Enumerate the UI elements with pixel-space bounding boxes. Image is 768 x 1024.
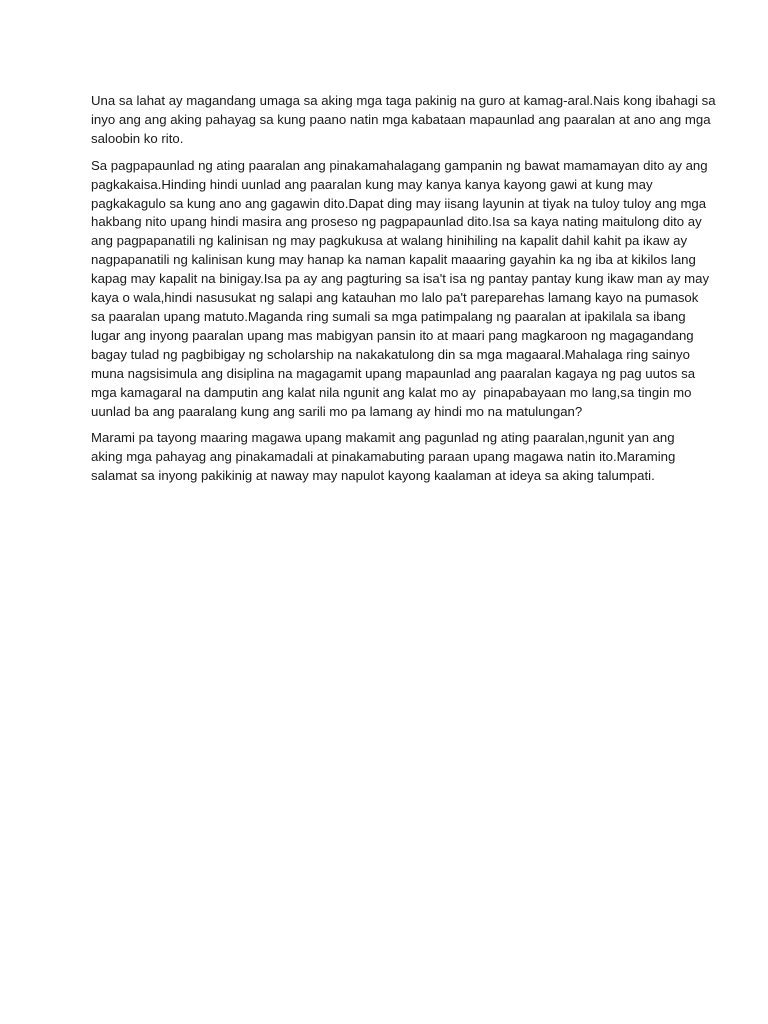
text-line: uunlad ba ang paaralang kung ang sarili mo pa lamang ay hindi mo na matulungan? [91, 403, 583, 419]
text-line: saloobin ko rito. [91, 130, 184, 146]
paragraph-conclusion [91, 429, 687, 486]
text-line: Sa pagpapaunlad ng ating paaralan ang pinakamahalagang gampanin ng bawat mamamayan dito ay ang [91, 157, 708, 173]
text-line: Marami pa tayong maaring magawa upang makamit ang pagunlad ng ating paaralan,ngunit yan ang [91, 430, 675, 446]
text-line: Una sa lahat ay magandang umaga sa aking mga taga pakinig na guro at kamag-aral.Nais kong ibahagi sa [91, 93, 716, 108]
text-line: pagkakagulo sa kung ano ang gagawin dito.Dapat ding may iisang layunin at tiyak na tuloy tuloy ang mga [91, 195, 707, 211]
text-line: bagay tulad ng pagbibigay ng scholarship na nakakatulong din sa mga magaaral.Mahalaga ring sainyo [91, 346, 690, 362]
text-line: hakbang nito upang hindi masira ang proseso ng pagpapaunlad dito.Isa sa kaya nating maitulong dito ay [91, 214, 702, 230]
text-line: sa paaralan upang matuto.Maganda ring sumali sa mga patimpalang ng paaralan at ipakilala sa ibang [91, 308, 686, 324]
text-line: lugar ang inyong paaralan upang mas mabigyan pansin ito at maari pang magkaroon ng magagandang [91, 327, 694, 343]
paragraph-introduction [91, 92, 716, 149]
text-line: nagpapanatili ng kalinisan kung may hanap ka naman kapalit maaaring gayahin ka ng iba at kikilos lang [91, 252, 696, 268]
document-body [91, 92, 716, 494]
text-line: ang pagpapanatili ng kalinisan ng may pagkukusa at walang hinihiling na kapalit dahil kahit pa ikaw ay [91, 233, 688, 249]
text-line: salamat sa inyong pakikinig at naway may napulot kayong kaalaman at ideya sa aking talumpati. [91, 468, 655, 484]
text-line: aking mga pahayag ang pinakamadali at pinakamabuting paraan upang magawa natin ito.Maraming [91, 449, 676, 465]
text-line: muna nagsisimula ang disiplina na magagamit upang mapaunlad ang paaralan kagaya ng pag uutos sa [91, 365, 696, 381]
text-line: kapag may kapalit na binigay.Isa pa ay ang pagturing sa isa't isa ng pantay pantay kung ikaw man ay may [91, 271, 710, 287]
text-line: mga kamagaral na damputin ang kalat nila ngunit ang kalat mo ay pinapabayaan mo lang,sa tingin mo [91, 384, 692, 400]
paragraph-body [91, 157, 710, 422]
text-line: inyo ang ang aking pahayag sa kung paano natin mga kabataan mapaunlad ang paaralan at ano ang mga [91, 111, 711, 127]
text-line: pagkakaisa.Hinding hindi uunlad ang paaralan kung may kanya kanya kayong gawi at kung may [91, 176, 653, 192]
text-line: kaya o wala,hindi nasusukat ng salapi ang katauhan mo lalo pa't pareparehas lamang kayo na pumasok [91, 290, 699, 306]
